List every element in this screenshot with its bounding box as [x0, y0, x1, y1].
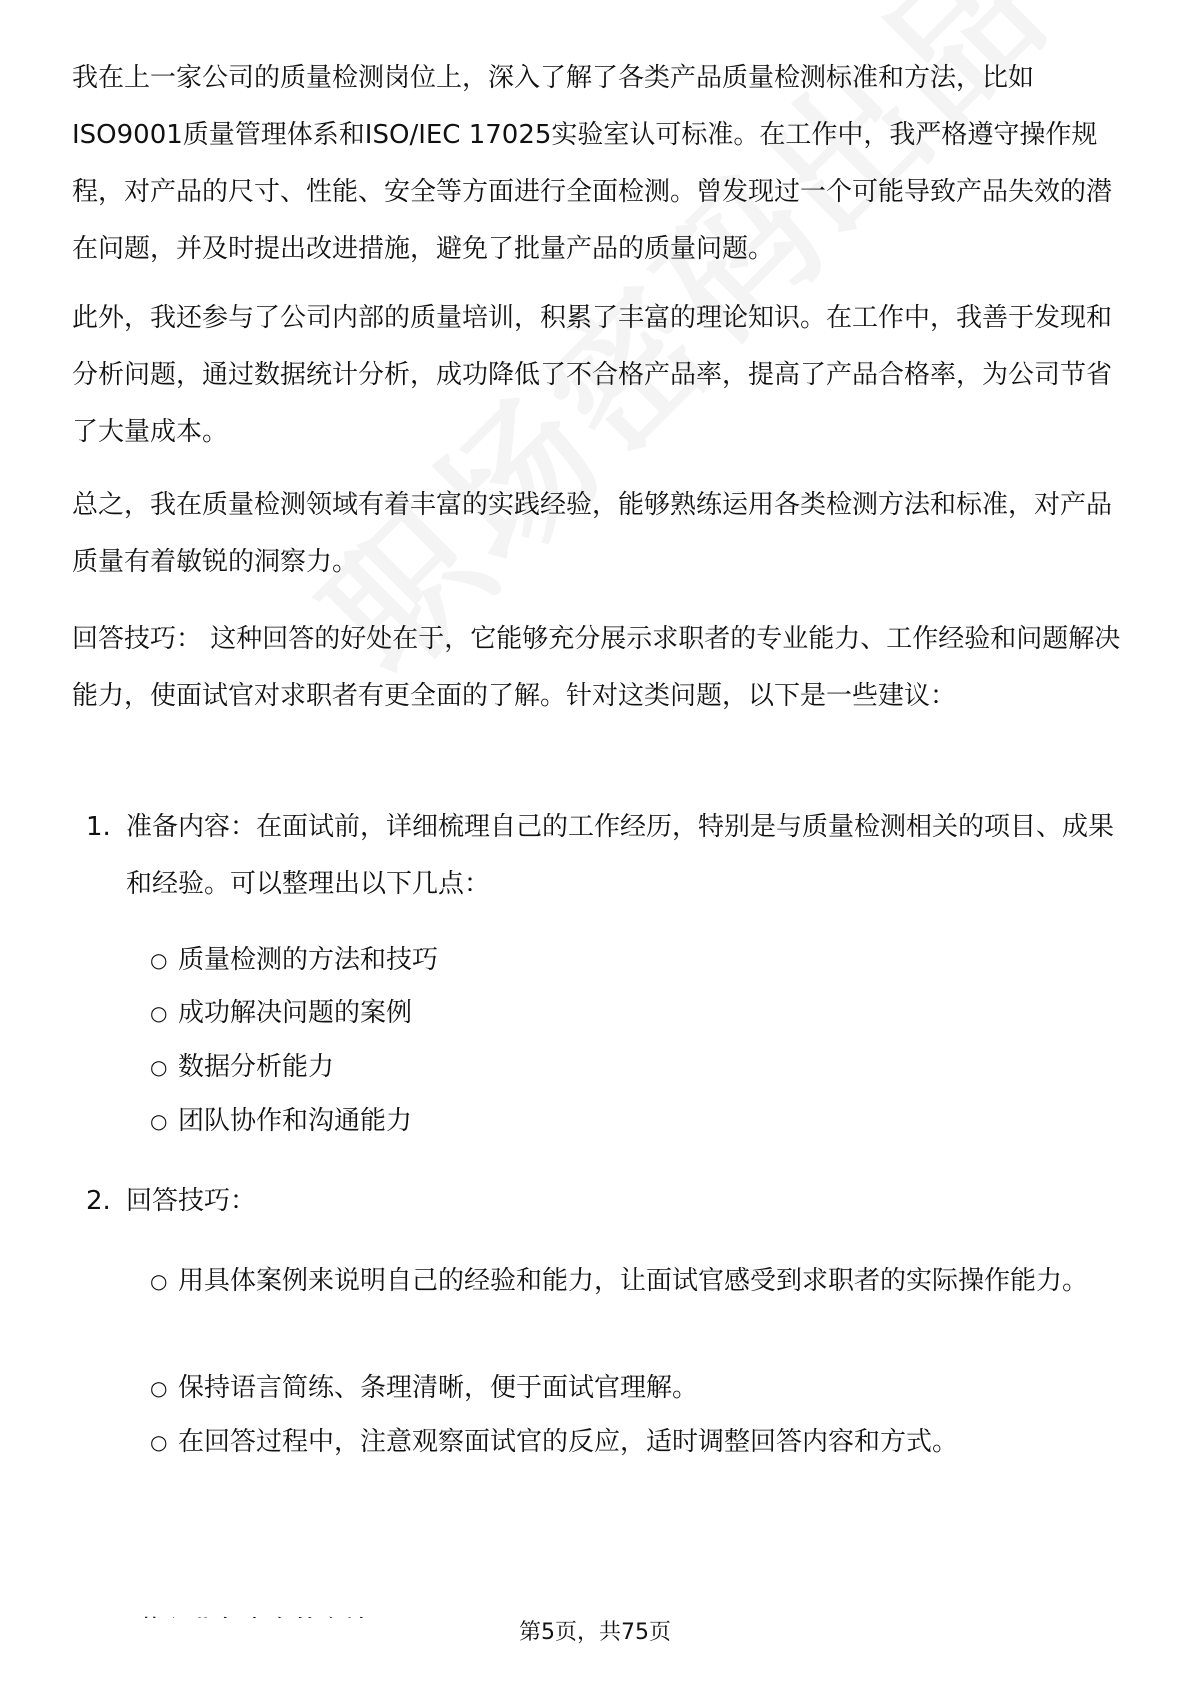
list-number: 1. [86, 812, 111, 842]
bullet-icon: ○ [150, 1109, 168, 1133]
bullet-icon: ○ [150, 948, 168, 972]
list-item: 在回答过程中，注意观察面试官的反应，适时调整回答内容和方式。 [178, 1427, 959, 1457]
list-item: 质量检测的方法和技巧 [178, 945, 439, 975]
bullet-icon: ○ [150, 1269, 168, 1293]
list-item: 用具体案例来说明自己的经验和能力，让面试官感受到求职者的实际操作能力。 [178, 1266, 1089, 1296]
list-item: 团队协作和沟通能力 [178, 1106, 413, 1136]
bullet-icon: ○ [150, 1430, 168, 1454]
bullet-icon: ○ [150, 1001, 168, 1025]
list-number: 2. [86, 1186, 111, 1216]
page-number: 第5页，共75页 [0, 1618, 1190, 1648]
list-item: 保持语言简练、条理清晰，便于面试官理解。 [178, 1373, 699, 1403]
list-item-answer-tips: 回答技巧： [126, 1186, 257, 1216]
bullet-icon: ○ [150, 1376, 168, 1400]
paragraph-experience: 我在上一家公司的质量检测岗位上，深入了解了各类产品质量检测标准和方法，比如ISO9001质量管理体系和ISO/IEC 17025实验室认可标准。在工作中，我严格遵守操作规程，对产品的尺寸、性能、安全等方面进行全面检测。曾发现过一个可能导致产品失效的潜在问题，并及时提出改进措施，避免了批量产品的质量问题。 [72, 63, 1113, 264]
list-item-prepare-content: 准备内容：在面试前，详细梳理自己的工作经历，特别是与质量检测相关的项目、成果和经验。可以整理出以下几点： [126, 812, 1115, 899]
bullet-icon: ○ [150, 1055, 168, 1079]
paragraph-summary: 总之，我在质量检测领域有着丰富的实践经验，能够熟练运用各类检测方法和标准，对产品质量有着敏锐的洞察力。 [72, 490, 1113, 577]
list-item: 数据分析能力 [178, 1052, 335, 1082]
paragraph-answer-tips: 回答技巧： 这种回答的好处在于，它能够充分展示求职者的专业能力、工作经验和问题解决能力，使面试官对求职者有更全面的了解。针对这类问题，以下是一些建议： [72, 624, 1121, 711]
list-item: 成功解决问题的案例 [178, 998, 413, 1028]
paragraph-training: 此外，我还参与了公司内部的质量培训，积累了丰富的理论知识。在工作中，我善于发现和分析问题，通过数据统计分析，成功降低了不合格产品率，提高了产品合格率，为公司节省了大量成本。 [72, 303, 1113, 447]
